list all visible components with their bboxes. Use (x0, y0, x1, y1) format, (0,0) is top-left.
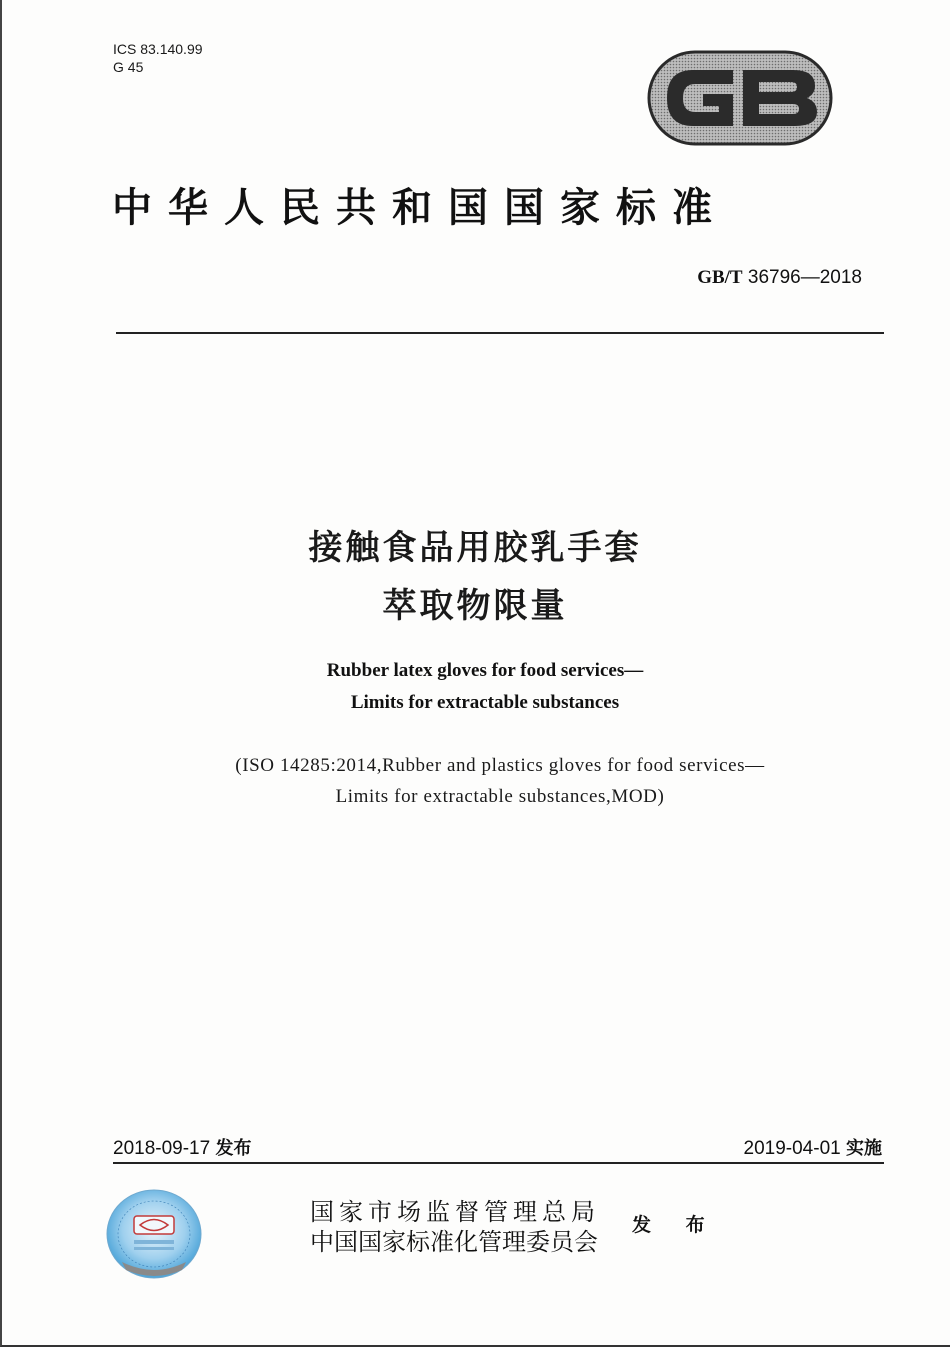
iso-reference-line1: (ISO 14285:2014,Rubber and plastics gloves for food services— (235, 755, 765, 776)
national-standard-name: 中华人民共和国国家标准 (112, 184, 728, 231)
implementation-date-label: 实施 (846, 1138, 882, 1159)
classification-codes (113, 40, 203, 76)
standard-code (697, 267, 862, 289)
publish-label: 发 布 (632, 1214, 719, 1236)
ics-code: ICS 83.140.99 (113, 41, 203, 57)
issue-date-value: 2018-09-17 (113, 1138, 211, 1159)
standard-code-prefix: GB/T (697, 267, 743, 288)
issuer-org-line1: 国家市场监督管理总局 (310, 1198, 600, 1226)
issue-date-label: 发布 (215, 1138, 252, 1159)
bottom-divider (113, 1162, 884, 1164)
iso-reference-line2: Limits for extractable substances,MOD) (335, 786, 665, 807)
issuer-org-line2: 中国国家标准化管理委员会 (310, 1228, 598, 1256)
ccs-code: G 45 (113, 59, 144, 75)
title-cn-line2: 萃取物限量 (382, 586, 568, 626)
title-en-line1: Rubber latex gloves for food services— (326, 660, 644, 681)
issue-date (113, 1134, 251, 1160)
implementation-date (744, 1134, 882, 1160)
title-cn-line1: 接触食品用胶乳手套 (308, 528, 642, 568)
title-en-line2: Limits for extractable substances (350, 692, 620, 713)
top-divider (116, 332, 884, 334)
gb-logo (645, 48, 835, 148)
anti-counterfeit-seal-icon (104, 1188, 204, 1280)
implementation-date-value: 2019-04-01 (743, 1138, 841, 1159)
standard-code-number: 36796—2018 (747, 267, 862, 288)
